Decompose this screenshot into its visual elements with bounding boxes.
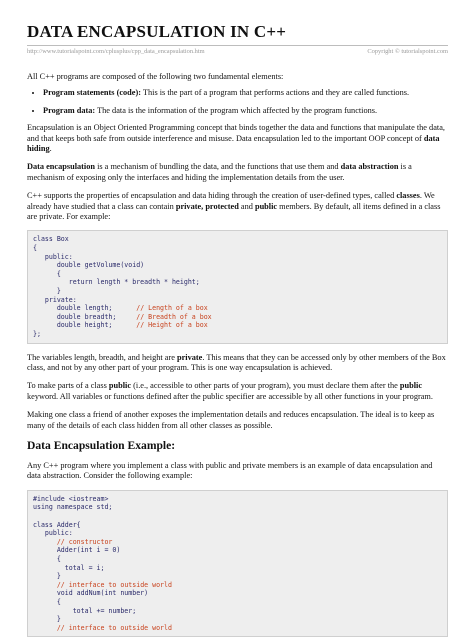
code-line: #include <iostream>	[33, 494, 109, 503]
text-run: is a mechanism of exposing only the interfaces and hiding the implementation details from the user.	[27, 162, 412, 182]
code-comment: // Height of a box	[136, 321, 208, 330]
bold-term: private, protected	[175, 201, 239, 211]
code-line: total = i;	[33, 563, 105, 572]
bold-term: Data encapsulation	[27, 162, 95, 172]
elements-list	[27, 88, 448, 116]
code-line: };	[33, 330, 41, 338]
bold-term: data abstraction	[340, 162, 399, 172]
code-line: }	[33, 287, 61, 296]
text-run: The variables length, breadth, and height are	[27, 352, 177, 362]
code-line: }	[33, 572, 61, 581]
code-comment: // Breadth of a box	[136, 312, 212, 321]
classes-paragraph	[27, 191, 448, 222]
public-members-paragraph	[27, 381, 448, 402]
copyright-notice: Copyright © tutorialspoint.com	[367, 48, 448, 55]
bold-term: private	[176, 352, 203, 362]
title-divider	[27, 45, 448, 46]
code-line: double length; // Length of a box	[33, 304, 208, 313]
code-line: total += number;	[33, 606, 137, 615]
code-line: using namespace std;	[33, 503, 113, 512]
code-line	[33, 624, 172, 632]
code-block-box-class[interactable]	[27, 230, 448, 343]
friend-class-paragraph: Making one class a friend of another exposes the implementation details and reduces encapsulation. The ideal is to keep as many of the details of each class hidden from all other classes as possible.	[27, 410, 435, 430]
text-run: To make parts of a class	[27, 381, 109, 391]
text-run: keyword. All variables or functions defined after the public specifier are accessible by all other functions in your program.	[27, 391, 433, 401]
bold-term: public	[254, 201, 278, 211]
text-run: Encapsulation is an Object Oriented Programming concept that binds together the data and functions that manipulate the data, and that keeps both safe from outside interference and misuse. Data encapsulation led to the important OOP concept of	[27, 123, 445, 143]
code-line: double breadth; // Breadth of a box	[33, 312, 212, 321]
code-line: {	[33, 597, 61, 606]
text-run: . We already have studied that a class can contain	[27, 191, 435, 211]
code-line: double getVolume(void)	[33, 261, 145, 270]
code-line: public:	[33, 252, 73, 261]
text-run: members. By default, all items defined in a class are private. For example:	[27, 201, 441, 222]
bold-term: public	[108, 381, 132, 391]
bold-term: data hiding	[27, 133, 440, 154]
code-comment: // constructor	[56, 537, 113, 546]
list-item	[43, 88, 448, 98]
section-heading: Data Encapsulation Example:	[27, 439, 176, 453]
code-line: }	[33, 615, 61, 624]
code-line: double height; // Height of a box	[33, 321, 208, 330]
code-line: private:	[33, 295, 77, 304]
text-run: is a mechanism of bundling the data, and the functions that use them and	[95, 162, 341, 172]
private-members-paragraph	[27, 353, 448, 374]
code-comment: // interface to outside world	[56, 623, 172, 632]
code-line: return length * breadth * height;	[33, 278, 200, 287]
bold-term: classes	[396, 191, 420, 201]
code-line: {	[33, 244, 37, 253]
header-meta	[27, 48, 448, 56]
definition-paragraph	[27, 162, 448, 183]
code-line	[33, 581, 172, 589]
article-body	[27, 72, 448, 637]
bullet-text: The data is the information of the program which affected by the program functions.	[95, 105, 378, 115]
code-line: void addNum(int number)	[33, 589, 149, 598]
code-line: {	[33, 555, 61, 563]
code-line: Adder(int i = 0)	[33, 546, 121, 555]
code-line: class Box	[33, 235, 69, 244]
code-line: class Adder{	[33, 520, 81, 529]
code-line: {	[33, 269, 61, 278]
intro-paragraph: All C++ programs are composed of the following two fundamental elements:	[27, 72, 284, 81]
text-run: . This means that they can be accessed only by other members of the Box class, and not by any other part of your program. This is one way encapsulation is achieved.	[27, 352, 446, 372]
bullet-term: Program statements (code):	[43, 88, 141, 98]
bold-term: public	[399, 381, 423, 391]
text-run: and	[238, 201, 255, 211]
source-url[interactable]: http://www.tutorialspoint.com/cplusplus/cpp_data_encapsulation.htm	[27, 48, 205, 55]
list-item	[43, 106, 448, 116]
code-comment: // Length of a box	[136, 304, 208, 313]
example-intro-paragraph: Any C++ program where you implement a class with public and private members is an example of data encapsulation and data abstraction. Consider the following example:	[27, 461, 433, 481]
text-run: C++ supports the properties of encapsulation and data hiding through the creation of user-defined types, called	[27, 191, 397, 201]
encapsulation-paragraph	[27, 123, 448, 154]
code-line: public:	[33, 529, 73, 538]
text-run: (i.e., accessible to other parts of your program), you must declare them after the	[131, 381, 400, 391]
code-line	[33, 538, 112, 546]
code-comment: // interface to outside world	[56, 580, 172, 589]
bullet-text: This is the part of a program that performs actions and they are called functions.	[141, 88, 410, 98]
code-block-adder-class[interactable]	[27, 490, 448, 637]
text-run: .	[49, 144, 52, 154]
page-title: DATA ENCAPSULATION IN C++	[27, 22, 287, 41]
bullet-term: Program data:	[43, 105, 96, 115]
